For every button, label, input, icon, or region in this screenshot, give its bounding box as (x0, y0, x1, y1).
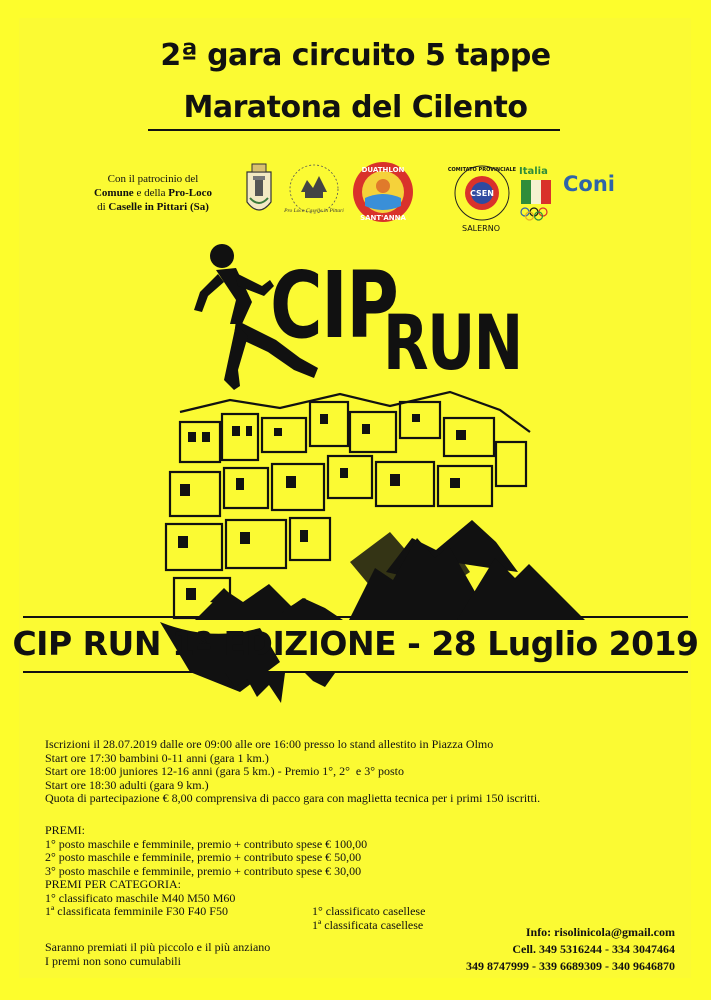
event-title: CIP RUN 1ª EDIZIONE - 28 Luglio 2019 (12, 624, 699, 663)
title-band-top-rule (23, 616, 688, 618)
contact-block (466, 924, 675, 975)
mountain-base-illustration (195, 673, 395, 713)
detail-line: Start ore 18:00 juniores 12-16 anni (gara 5 km.) - Premio 1°, 2° e 3° posto (45, 764, 404, 778)
patronage-line3 (60, 200, 246, 214)
comune-label: Comune (93, 187, 134, 199)
patronage-line2 (60, 186, 246, 200)
run-logo-word: RUN (383, 298, 522, 387)
circuit-heading: 2ª gara circuito 5 tappe (160, 38, 551, 73)
prize-line: 1° posto maschile e femminile, premio + contributo spese € 100,00 (45, 836, 368, 851)
detail-line: Quota di partecipazione € 8,00 comprensiva di pacco gara con maglietta tecnica per i primi 150 iscritti. (45, 791, 541, 805)
contact-phones-1: Cell. 349 5316244 - 334 3047464 (512, 942, 675, 956)
category-prize-left: 1ª classificata femminile F30 F40 F50 (45, 904, 228, 918)
duathlon-top-text: DUATHLON (361, 166, 405, 174)
csen-ring-text: COMITATO PROVINCIALE (447, 167, 517, 173)
proloco-label: Pro-Loco (168, 187, 213, 199)
and-label: e della (133, 187, 169, 199)
proloco-script-text: Pro Loco Caselle in Pittari (284, 208, 344, 214)
town-label: Caselle in Pittari (Sa) (108, 201, 209, 213)
footer-notes (45, 941, 270, 968)
duathlon-santanna-logo (351, 160, 415, 224)
detail-line: Iscrizioni il 28.07.2019 dalle ore 09:00 alle ore 16:00 presso lo stand allestito in Piazza Olmo (45, 737, 494, 751)
prize-line: 2° posto maschile e femminile, premio + contributo spese € 50,00 (45, 850, 362, 864)
footer-note: I premi non sono cumulabili (45, 953, 181, 968)
category-prize-left: 1° classificato maschile M40 M50 M60 (45, 890, 236, 905)
comune-crest-logo (244, 162, 274, 220)
header-underline (148, 129, 560, 131)
registration-details (45, 738, 540, 806)
marathon-heading: Maratona del Cilento (183, 90, 528, 125)
csen-center-text: CSEN (470, 189, 494, 198)
italia-label: Italia (519, 166, 548, 177)
duathlon-bottom-text: SANT'ANNA (360, 214, 406, 222)
coni-label: Coni (563, 172, 615, 196)
prize-line: 3° posto maschile e femminile, premio + contributo spese € 30,00 (45, 863, 362, 878)
category-prize-right: 1ª classificata casellese (312, 917, 424, 932)
category-heading: PREMI PER CATEGORIA: (45, 877, 182, 891)
category-prize-right: 1° classificato casellese (312, 904, 426, 918)
di-label: di (97, 201, 109, 213)
contact-email: Info: risolinicola@gmail.com (525, 925, 675, 939)
proloco-logo (283, 162, 345, 216)
contact-phones-2: 349 8747999 - 339 6689309 - 340 9646870 (466, 959, 675, 973)
footer-note: Saranno premiati il più piccolo e il più anziano (45, 940, 271, 954)
prizes-heading: PREMI: (45, 823, 86, 837)
category-prizes-right (312, 905, 425, 932)
cip-logo-word: CIP (270, 252, 398, 359)
patronage-text (60, 172, 246, 214)
csen-logo (442, 163, 522, 225)
coni-flag-icon (517, 178, 561, 222)
csen-place-label: SALERNO (461, 224, 501, 233)
detail-line: Start ore 18:30 adulti (gara 9 km.) (45, 777, 209, 792)
patronage-line1: Con il patrocinio del (107, 173, 199, 185)
mountains-illustration (195, 528, 585, 620)
detail-line: Start ore 17:30 bambini 0-11 anni (gara 1 km.) (45, 750, 269, 765)
